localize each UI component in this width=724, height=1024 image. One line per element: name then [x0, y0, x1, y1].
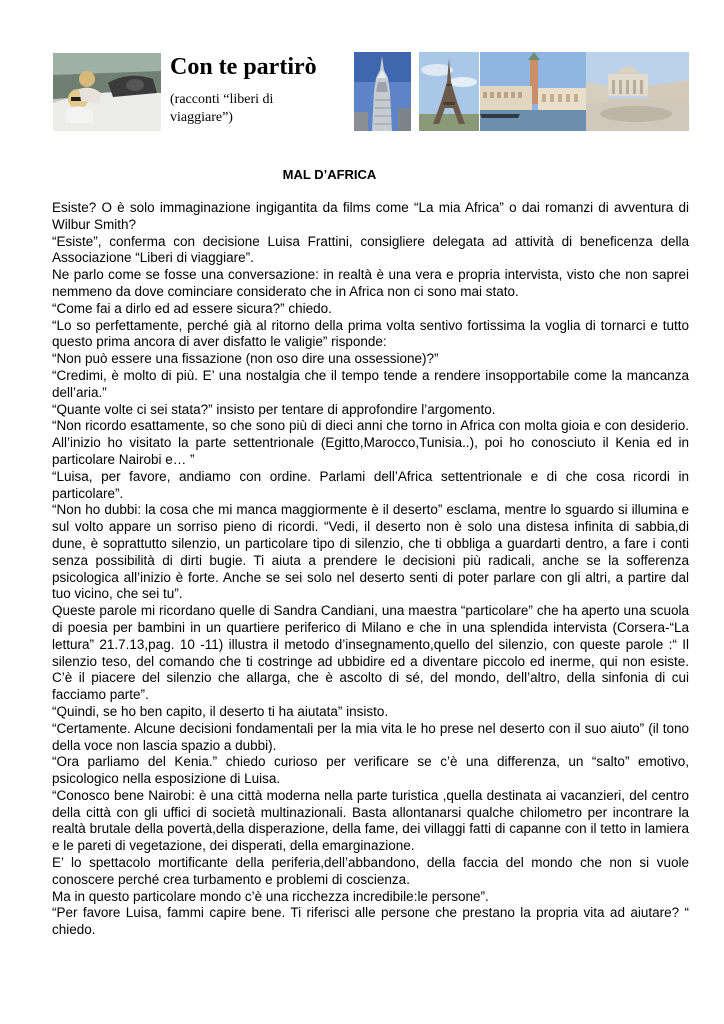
paragraph: “Quindi, se ho ben capito, il deserto ti ha aiutata” insisto. [52, 703, 389, 719]
page-subtitle: (racconti “liberi di viaggiare”) [170, 92, 274, 125]
paragraph: “Quante volte ci sei stata?” insisto per tentare di approfondire l’argomento. [52, 401, 496, 417]
paragraph: “Non può essere una fissazione (non oso dire una ossessione)?” [52, 351, 439, 367]
paragraph: Esiste? O è solo immaginazione ingigantita da films come “La mia Africa” o dai romanzi di avventura di Wilbur Smith? [52, 200, 689, 232]
paragraph: “Luisa, per favore, andiamo con ordine. Parlami dell’Africa settentrionale e di che cosa ricordi in particolare”. [52, 468, 689, 501]
paragraph: E’ lo spettacolo mortificante della periferia,dell’abbandono, della faccia del mondo che non si vuole conoscere perché crea turbamento e problemi di coscienza. [52, 855, 689, 887]
chrysler-building-photo [354, 52, 411, 131]
paragraph: “Non ricordo esattamente, so che sono più di dieci anni che torno in Africa con molta gioia e con desiderio. All’inizio ho visitato la parte settentrionale (Egitto,Marocco,Tunisia..), poi ho conosciuto il Kenia ed in particolare Nairobi e… ” [52, 418, 689, 467]
paragraph: Ma in questo particolare mondo c’è una ricchezza incredibile:le persone”. [52, 888, 489, 904]
paragraph: “Lo so perfettamente, perché già al ritorno della prima volta sentivo fortissima la voglia di tornarci e tutto questo prima ancora di aver disfatto le valigie” risponde: [52, 317, 689, 350]
article-body [52, 200, 689, 939]
page-title: Con te partirò [170, 54, 317, 80]
paragraph: “Ora parliamo del Kenia.” chiedo curioso per verificare se c’è una differenza, un “salto” emotivo, psicologico nella esposizione di Luisa. [52, 754, 689, 787]
paragraph: “Per favore Luisa, fammi capire bene. Ti riferisci alle persone che prestano la propria vita ad aiutare? “ chiedo. [52, 905, 689, 938]
convertible-car-photo [53, 53, 161, 131]
paragraph: “Credimi, è molto di più. E’ una nostalgia che il tempo tende a rendere insopportabile come la mancanza dell’aria.” [52, 367, 689, 400]
paragraph: “Non ho dubbi: la cosa che mi manca maggiormente è il deserto” esclama, mentre lo sguardo si illumina e sul volto appare un sorriso pieno di ricordi. “Vedi, il deserto non è solo una distesa infinita di sabbia,di dune, è soprattutto silenzio, un particolare tipo di silenzio, che ti obbliga a guardarti dentro, a fare i conti senza possibilità di dirti bugie. Ti aiuta a prendere le decisioni più radicali, anche se la sofferenza psicologica all’inizio è forte. Anche se sei solo nel deserto senti di poter parlare con gli altri, a partire dal tuo vicino, che sei tu”. [52, 502, 689, 602]
venice-photo [480, 52, 586, 131]
paragraph: “Certamente. Alcune decisioni fondamentali per la mia vita le ho prese nel deserto con il suo aiuto” (il tono della voce non lascia spazio a dubbi). [52, 720, 689, 753]
paragraph: Ne parlo come se fosse una conversazione: in realtà è una vera e propria intervista, visto che non saprei nemmeno da dove cominciare considerato che in Africa non ci sono mai stato. [52, 267, 689, 299]
eiffel-tower-photo [419, 52, 479, 131]
naples-piazza-photo [586, 52, 689, 131]
paragraph: “Esiste”, conferma con decisione Luisa Frattini, consigliere delegata ad attività di beneficenza della Associazione “Liberi di viaggiare”. [52, 233, 689, 266]
paragraph: “Conosco bene Nairobi: è una città moderna nella parte turistica ,quella destinata ai vacanzieri, del centro della città con gli uffici di società multinazionali. Basta allontanarsi qualche chilometro per incontrare la realtà brutale della povertà,della disperazione, della fame, dei villaggi fatti di capanne con il tetto in lamiera e le pareti di vegetazione, dei disperati, della emarginazione. [52, 787, 689, 854]
paragraph: “Come fai a dirlo ed ad essere sicura?” chiedo. [52, 300, 332, 316]
paragraph: Queste parole mi ricordano quelle di Sandra Candiani, una maestra “particolare” che ha aperto una scuola di poesia per bambini in un quartiere periferico di Milano e che in una splendida intervista (Corsera-“La lettura” 21.7.13,pag. 10 -11) illustra il metodo d’insegnamento,quello del silenzio, con queste parole :“ Il silenzio teso, del comando che ti costringe ad ubbidire ed a diventare piccolo ed inerme, qui non esiste. C’è il piacere del silenzio che allarga, che è ascolto di sé, del mondo, dell’altro, della sinfonia di cui facciamo parte”. [52, 603, 689, 703]
article-title: MAL D’AFRICA [282, 167, 377, 182]
